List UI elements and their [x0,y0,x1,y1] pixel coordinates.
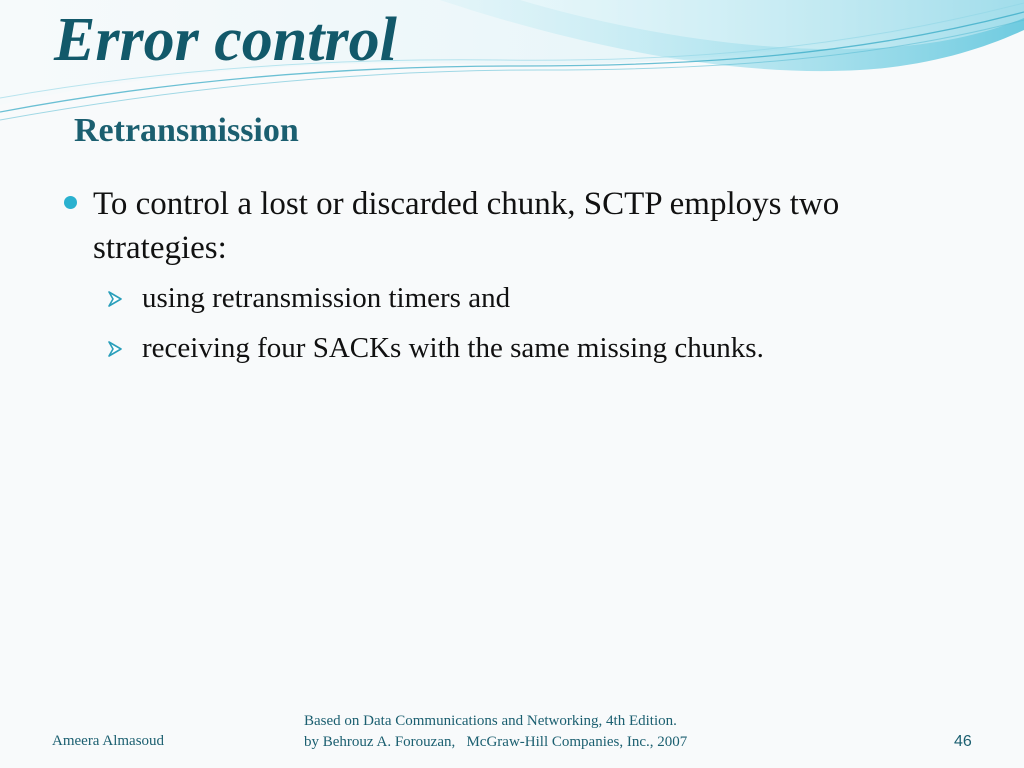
footer-citation-line: by Behrouz A. Forouzan, McGraw-Hill Companies, Inc., 2007 [304,734,688,750]
footer-author: Ameera Almasoud [52,733,165,749]
slide-subtitle: Retransmission [74,112,299,149]
slide-title: Error control [54,6,397,74]
sub-bullet-text: receiving four SACKs with the same missing chunks. [142,332,764,364]
arrow-bullet-icon [107,341,123,357]
footer-citation [304,711,687,753]
slide-number: 46 [954,733,972,750]
arrow-bullet-icon [107,291,123,307]
sub-bullet-item [60,326,940,370]
bullet-dot-icon [64,196,77,209]
sub-bullet-text: using retransmission timers and [142,282,511,314]
bullet-item [60,182,940,270]
footer-citation-line: Based on Data Communications and Networking, 4th Edition. [304,713,677,729]
bullet-text: To control a lost or discarded chunk, SCTP employs two strategies: [93,186,840,266]
sub-bullet-item [60,276,940,320]
slide-body [60,182,940,370]
